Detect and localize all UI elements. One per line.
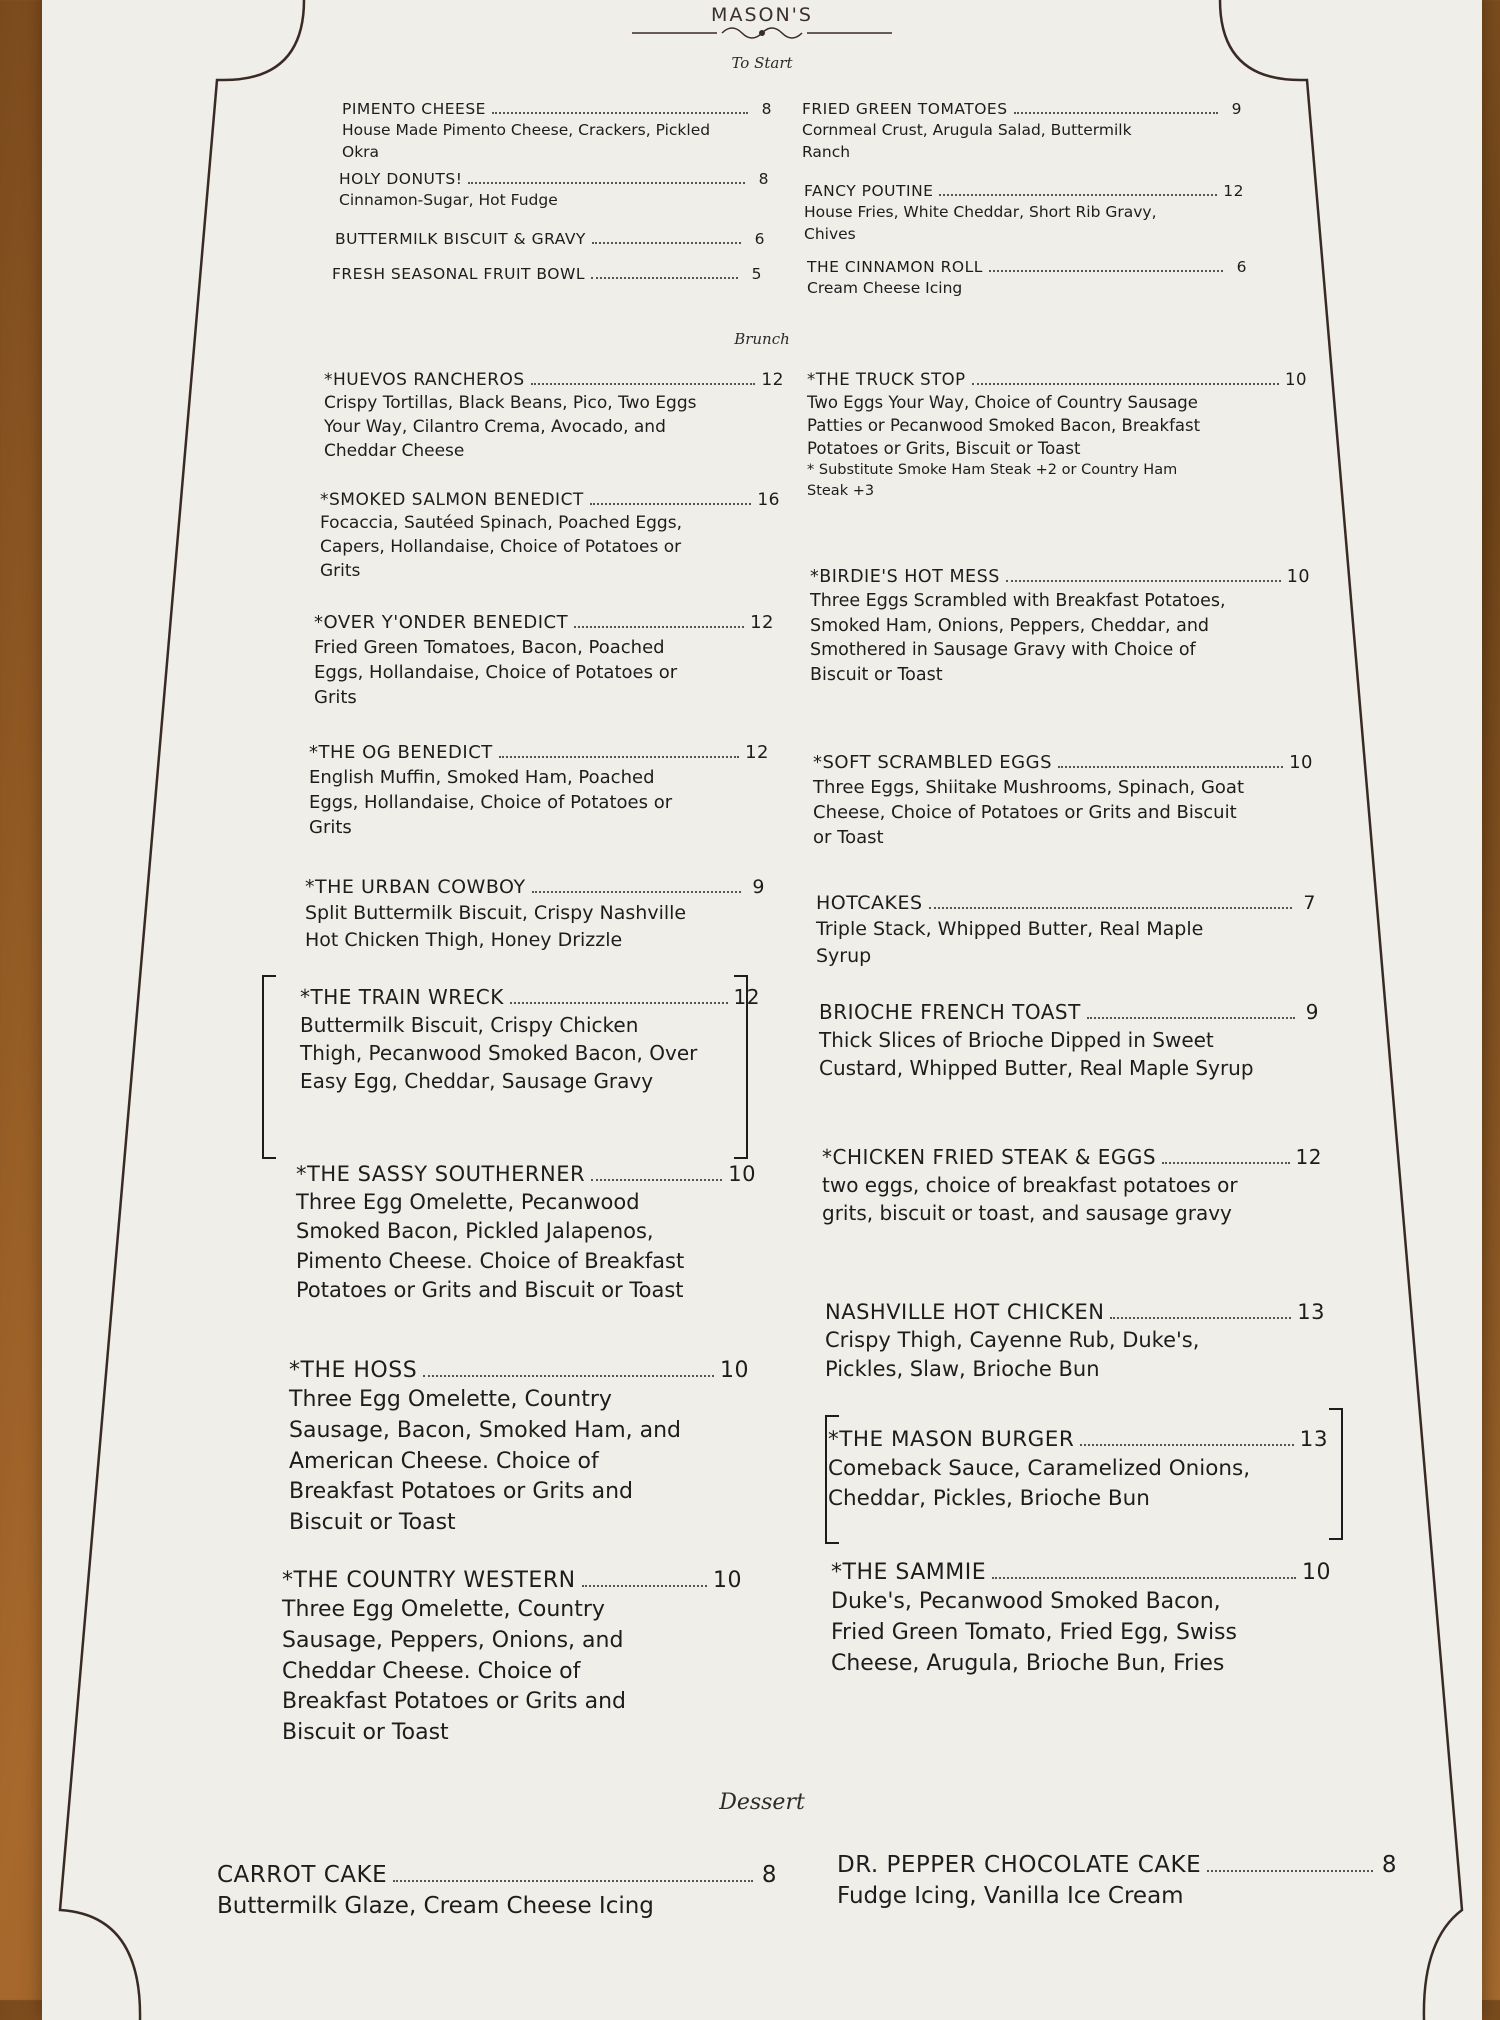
item-name: *THE TRAIN WRECK	[300, 985, 504, 1009]
item-description: House Fries, White Cheddar, Short Rib Gravy, Chives	[804, 203, 1157, 243]
menu-item	[828, 1427, 1328, 1514]
item-name: CARROT CAKE	[217, 1862, 388, 1888]
dot-leader	[592, 231, 741, 244]
item-price: 9	[752, 876, 765, 898]
dot-leader	[582, 1570, 707, 1587]
item-description: Focaccia, Sautéed Spinach, Poached Eggs, Capers, Hollandaise, Choice of Potatoes or Grits	[320, 513, 682, 581]
item-header	[802, 100, 1242, 118]
dot-leader	[992, 1562, 1296, 1579]
menu-item	[831, 1560, 1331, 1679]
item-name: *THE SAMMIE	[831, 1560, 987, 1585]
menu-item	[300, 985, 760, 1095]
item-name: *THE TRUCK STOP	[807, 370, 966, 389]
item-description: House Made Pimento Cheese, Crackers, Pickled Okra	[342, 121, 711, 161]
item-description: Cinnamon-Sugar, Hot Fudge	[339, 191, 558, 209]
menu-item	[217, 1862, 777, 1922]
item-price: 10	[1289, 752, 1313, 773]
dot-leader	[1006, 568, 1281, 582]
item-header	[289, 1358, 749, 1383]
dot-leader	[590, 491, 752, 505]
menu-item	[816, 892, 1316, 969]
dot-leader	[1207, 1854, 1373, 1872]
item-price: 9	[1231, 100, 1242, 118]
dot-leader	[1110, 1302, 1291, 1319]
item-name: FRIED GREEN TOMATOES	[802, 100, 1008, 118]
dot-leader	[929, 894, 1292, 909]
item-header	[822, 1145, 1322, 1169]
item-description: Buttermilk Biscuit, Crispy Chicken Thigh, Pecanwood Smoked Bacon, Over Easy Egg, Cheddar, Sausage Gravy	[300, 1013, 698, 1093]
item-description: Cream Cheese Icing	[807, 279, 963, 297]
item-description: English Muffin, Smoked Ham, Poached Eggs, Hollandaise, Choice of Potatoes or Grits	[309, 767, 673, 839]
item-name: *OVER Y'ONDER BENEDICT	[314, 612, 569, 633]
item-header	[339, 170, 769, 188]
item-price: 7	[1303, 892, 1316, 914]
item-header	[831, 1560, 1331, 1585]
menu-item	[335, 230, 765, 248]
dot-leader	[591, 1164, 722, 1181]
item-header	[282, 1568, 742, 1593]
menu-item	[282, 1568, 742, 1749]
menu-item	[339, 170, 769, 212]
item-name: BUTTERMILK BISCUIT & GRAVY	[335, 230, 586, 248]
item-price: 12	[1295, 1145, 1322, 1169]
menu-item	[825, 1300, 1325, 1385]
menu-paper	[42, 0, 1482, 2020]
menu-item	[309, 742, 769, 841]
highlight-bracket-left	[262, 975, 276, 1159]
item-price: 12	[733, 985, 760, 1009]
item-header	[342, 100, 772, 118]
dot-leader	[423, 1360, 714, 1377]
dot-leader	[1058, 753, 1283, 768]
item-description: Three Eggs Scrambled with Breakfast Potatoes, Smoked Ham, Onions, Peppers, Cheddar, and Smothered in Sausage Gravy with Choice of Biscuit or Toast	[810, 591, 1226, 685]
menu-item	[305, 876, 765, 953]
menu-item	[289, 1358, 749, 1539]
item-description: Duke's, Pecanwood Smoked Bacon, Fried Green Tomato, Fried Egg, Swiss Cheese, Arugula, Brioche Bun, Fries	[831, 1589, 1237, 1676]
menu-item	[314, 612, 774, 711]
item-description: Buttermilk Glaze, Cream Cheese Icing	[217, 1893, 654, 1919]
item-price: 5	[751, 265, 762, 283]
item-header	[320, 490, 780, 510]
item-name: *THE SASSY SOUTHERNER	[296, 1162, 586, 1186]
item-header	[324, 370, 784, 390]
menu-item	[342, 100, 772, 163]
dot-leader	[1080, 1429, 1293, 1446]
item-description: Fried Green Tomatoes, Bacon, Poached Eggs, Hollandaise, Choice of Potatoes or Grits	[314, 637, 678, 709]
menu-item	[810, 567, 1310, 687]
item-name: BRIOCHE FRENCH TOAST	[819, 1000, 1081, 1024]
item-name: THE CINNAMON ROLL	[807, 258, 983, 276]
item-note: * Substitute Smoke Ham Steak +2 or Country Ham Steak +3	[807, 462, 1178, 499]
menu-item	[813, 752, 1313, 851]
item-price: 10	[728, 1162, 756, 1186]
menu-item	[320, 490, 780, 583]
item-header	[807, 370, 1307, 389]
item-header	[804, 182, 1244, 200]
item-name: *THE HOSS	[289, 1358, 418, 1383]
item-description: Thick Slices of Brioche Dipped in Sweet Custard, Whipped Butter, Real Maple Syrup	[819, 1028, 1254, 1080]
item-header	[314, 612, 774, 633]
dot-leader	[574, 613, 744, 628]
dot-leader	[468, 171, 745, 184]
item-price: 12	[1223, 182, 1244, 200]
item-header	[837, 1852, 1397, 1878]
item-price: 12	[761, 370, 784, 390]
menu-item	[837, 1852, 1397, 1912]
highlight-bracket-right	[734, 975, 748, 1159]
item-header	[825, 1300, 1325, 1324]
item-name: PIMENTO CHEESE	[342, 100, 486, 118]
menu-item	[819, 1000, 1319, 1082]
dot-leader	[499, 743, 739, 758]
menu-item	[802, 100, 1242, 163]
item-header	[807, 258, 1247, 276]
dot-leader	[532, 878, 741, 893]
menu-item	[807, 258, 1247, 300]
item-description: two eggs, choice of breakfast potatoes or grits, biscuit or toast, and sausage gravy	[822, 1173, 1238, 1225]
item-name: *THE MASON BURGER	[828, 1427, 1075, 1452]
menu-item	[804, 182, 1244, 245]
item-description: Three Egg Omelette, Country Sausage, Bacon, Smoked Ham, and American Cheese. Choice of Breakfast Potatoes or Grits and Biscuit or Toast	[289, 1387, 682, 1536]
item-header	[813, 752, 1313, 773]
item-name: DR. PEPPER CHOCOLATE CAKE	[837, 1852, 1202, 1878]
item-price: 12	[750, 612, 774, 633]
item-header	[819, 1000, 1319, 1024]
item-description: Crispy Thigh, Cayenne Rub, Duke's, Pickles, Slaw, Brioche Bun	[825, 1328, 1200, 1382]
item-name: *THE COUNTRY WESTERN	[282, 1568, 576, 1593]
item-name: *HUEVOS RANCHEROS	[324, 370, 525, 390]
item-price: 8	[1381, 1852, 1397, 1878]
item-price: 6	[754, 230, 765, 248]
item-price: 9	[1305, 1000, 1319, 1024]
item-header	[816, 892, 1316, 914]
menu-item	[332, 265, 762, 283]
dot-leader	[1162, 1148, 1289, 1164]
item-header	[332, 265, 762, 283]
highlight-bracket-left	[825, 1415, 839, 1544]
item-name: *SOFT SCRAMBLED EGGS	[813, 752, 1052, 773]
item-price: 8	[761, 100, 772, 118]
item-price: 8	[758, 170, 769, 188]
item-name: FANCY POUTINE	[804, 182, 934, 200]
dot-leader	[1014, 101, 1218, 114]
dot-leader	[393, 1864, 753, 1882]
item-description: Cornmeal Crust, Arugula Salad, Buttermilk Ranch	[802, 121, 1132, 161]
item-name: *BIRDIE'S HOT MESS	[810, 567, 1000, 587]
item-description: Three Eggs, Shiitake Mushrooms, Spinach, Goat Cheese, Choice of Potatoes or Grits and Biscuit or Toast	[813, 777, 1245, 849]
item-price: 8	[761, 1862, 777, 1888]
item-name: FRESH SEASONAL FRUIT BOWL	[332, 265, 585, 283]
section-dessert: Dessert	[719, 1790, 805, 1815]
section-to-start: To Start	[731, 54, 793, 72]
menu-item	[324, 370, 784, 463]
item-price: 10	[713, 1568, 742, 1593]
item-header	[296, 1162, 756, 1186]
item-header	[828, 1427, 1328, 1452]
item-name: *SMOKED SALMON BENEDICT	[320, 490, 584, 510]
item-header	[305, 876, 765, 898]
item-price: 6	[1236, 258, 1247, 276]
item-header	[335, 230, 765, 248]
item-header	[217, 1862, 777, 1888]
item-description: Three Egg Omelette, Pecanwood Smoked Bacon, Pickled Jalapenos, Pimento Cheese. Choice of Breakfast Potatoes or Grits and Biscuit or Toast	[296, 1190, 685, 1303]
item-price: 10	[1302, 1560, 1331, 1585]
item-price: 16	[757, 490, 780, 510]
item-price: 13	[1299, 1427, 1328, 1452]
menu-item	[296, 1162, 756, 1306]
item-description: Split Buttermilk Biscuit, Crispy Nashville Hot Chicken Thigh, Honey Drizzle	[305, 902, 687, 951]
item-price: 10	[720, 1358, 749, 1383]
item-name: NASHVILLE HOT CHICKEN	[825, 1300, 1105, 1324]
item-description: Fudge Icing, Vanilla Ice Cream	[837, 1883, 1184, 1909]
item-name: *CHICKEN FRIED STEAK & EGGS	[822, 1145, 1157, 1169]
item-name: *THE OG BENEDICT	[309, 742, 493, 763]
dot-leader	[1087, 1003, 1295, 1019]
menu-item	[807, 370, 1307, 501]
dot-leader	[989, 259, 1223, 272]
item-price: 10	[1285, 370, 1307, 389]
item-header	[300, 985, 760, 1009]
highlight-bracket-right	[1329, 1408, 1343, 1540]
item-description: Comeback Sauce, Caramelized Onions, Cheddar, Pickles, Brioche Bun	[828, 1456, 1251, 1512]
item-header	[309, 742, 769, 763]
item-name: HOLY DONUTS!	[339, 170, 463, 188]
item-name: HOTCAKES	[816, 892, 923, 914]
restaurant-name: MASON'S	[711, 4, 813, 26]
item-description: Triple Stack, Whipped Butter, Real Maple Syrup	[816, 918, 1204, 967]
item-name: *THE URBAN COWBOY	[305, 876, 526, 898]
flourish-ornament	[602, 22, 922, 44]
menu-item	[822, 1145, 1322, 1227]
item-price: 10	[1286, 567, 1310, 587]
dot-leader	[972, 371, 1279, 385]
dot-leader	[591, 266, 738, 279]
dot-leader	[492, 101, 748, 114]
dot-leader	[531, 371, 756, 385]
dot-leader	[510, 988, 728, 1004]
item-price: 12	[745, 742, 769, 763]
section-brunch: Brunch	[734, 330, 790, 348]
item-description: Two Eggs Your Way, Choice of Country Sausage Patties or Pecanwood Smoked Bacon, Breakfast Potatoes or Grits, Biscuit or Toast	[807, 393, 1201, 459]
item-description: Crispy Tortillas, Black Beans, Pico, Two Eggs Your Way, Cilantro Crema, Avocado, and Cheddar Cheese	[324, 393, 697, 461]
item-description: Three Egg Omelette, Country Sausage, Peppers, Onions, and Cheddar Cheese. Choice of Breakfast Potatoes or Grits and Biscuit or Toast	[282, 1597, 627, 1746]
item-header	[810, 567, 1310, 587]
item-price: 13	[1297, 1300, 1325, 1324]
dot-leader	[939, 183, 1217, 196]
